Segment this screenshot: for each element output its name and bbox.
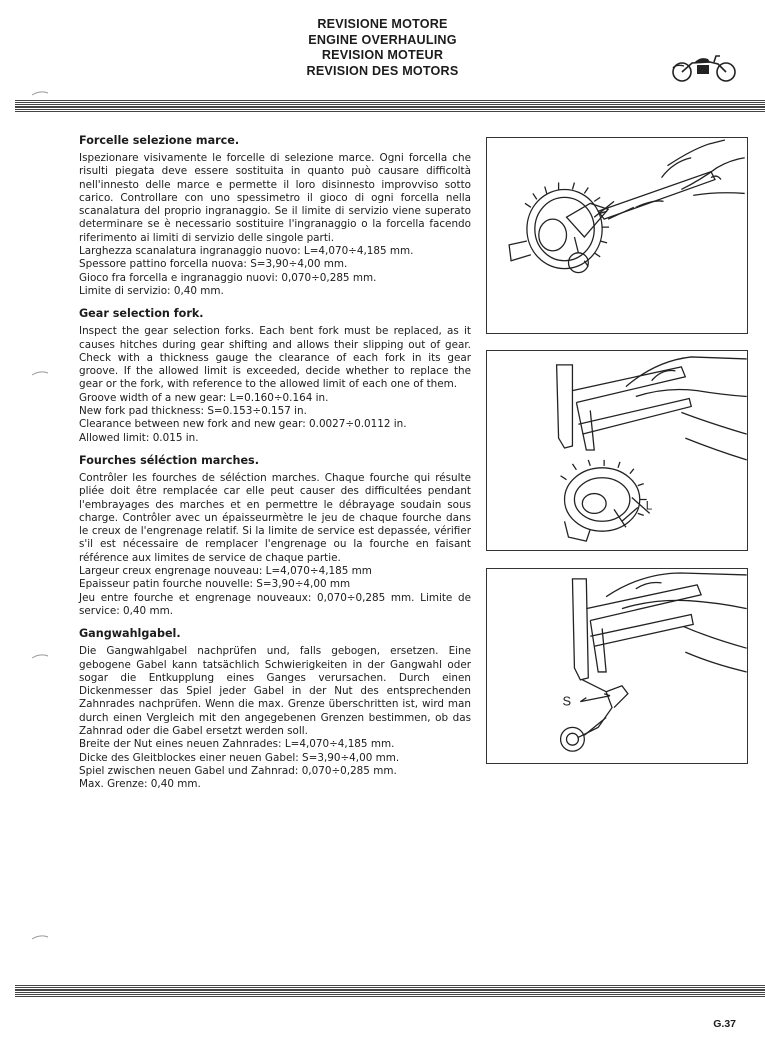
figure-feeler-gauge — [486, 137, 748, 334]
margin-mark — [31, 934, 49, 940]
spec-line: Spiel zwischen neuen Gabel und Zahnrad: 0,070÷0,285 mm. — [79, 764, 397, 777]
section-italian — [79, 134, 471, 298]
section-french — [79, 454, 471, 618]
footer-rule — [15, 985, 765, 997]
title-italian: REVISIONE MOTORE — [317, 17, 448, 31]
spec-line: New fork pad thickness: S=0.153÷0.157 in. — [79, 405, 307, 418]
spec-line: Larghezza scanalatura ingranaggio nuovo: L=4,070÷4,185 mm. — [79, 245, 414, 258]
section-heading: Gangwahlgabel. — [79, 627, 181, 641]
section-heading: Gear selection fork. — [79, 307, 204, 321]
text-column — [79, 134, 471, 791]
section-english — [79, 307, 471, 445]
section-paragraph: Ispezionare visivamente le forcelle di selezione marce. Ogni forcella che risulti piegata deve essere sostituita in quanto può causare difficoltà nell'innesto delle marce e permette il loro disinnesto improvviso sotto carico. Controllare con uno spessimetro il gioco di ogni forcella nella scanalatura del proprio ingranaggio. Se il limite di servizio viene superato determinare se è necessario sostituire l'ingranaggio o la forcella facendo riferimento ai limiti di servizio delle singole parti. — [79, 152, 471, 244]
section-paragraph: Inspect the gear selection forks. Each bent fork must be replaced, as it causes hitches during gear shifting and allows their slipping out of gear. Check with a thickness gauge the clearance of each fork in its gear groove. If the allowed limit is exceeded, decide whether to replace the gear or the fork, with reference to the allowed limit of each one of them. — [79, 325, 471, 391]
figure-caliper-fork — [486, 568, 748, 764]
dimension-label-s: S — [562, 693, 572, 709]
dimension-label-l: L — [645, 498, 653, 513]
motorcycle-icon — [670, 50, 738, 84]
spec-line: Groove width of a new gear: L=0.160÷0.164 in. — [79, 391, 329, 404]
title-english: ENGINE OVERHAULING — [308, 32, 457, 47]
spec-line: Allowed limit: 0.015 in. — [79, 431, 199, 444]
margin-mark — [31, 653, 49, 659]
section-paragraph: Die Gangwahlgabel nachprüfen und, falls gebogen, ersetzen. Eine gebogene Gabel kann tatsächlich Schwierigkeiten in der Gangwahl oder sogar die Entkupplung eines Ganges verursachen. Durch einen Dickenmesser das Spiel jeder Gabel in der Nut des entsprechenden Zahnrades nachprüfen. Wenn die max. Grenze überschritten ist, wird man durch einen Vergleich mit den angegebenen Grenzen bestimmen, ob das Zahnrad oder die Gabel ersetzt werden soll. — [79, 645, 471, 737]
page-number: G.37 — [713, 1018, 736, 1030]
header-rule — [15, 100, 765, 113]
spec-line: Dicke des Gleitblockes einer neuen Gabel: S=3,90÷4,00 mm. — [79, 751, 400, 764]
spec-line: Epaisseur patin fourche nouvelle: S=3,90÷4,00 mm — [79, 578, 351, 591]
spec-line: Largeur creux engrenage nouveau: L=4,070÷4,185 mm — [79, 565, 372, 578]
feeler-gauge-illustration — [487, 138, 747, 333]
spec-line: Spessore pattino forcella nuova: S=3,90÷4,00 mm. — [79, 258, 348, 271]
caliper-groove-illustration — [487, 351, 747, 550]
spec-line: Breite der Nut eines neuen Zahnrades: L=4,070÷4,185 mm. — [79, 738, 395, 751]
spec-line: Max. Grenze: 0,40 mm. — [79, 778, 201, 791]
section-heading: Forcelle selezione marce. — [79, 134, 240, 147]
page-titles — [230, 17, 535, 79]
section-german — [79, 627, 471, 791]
spec-line: Gioco fra forcella e ingranaggio nuovi: 0,070÷0,285 mm. — [79, 271, 377, 284]
spec-line: Clearance between new fork and new gear: 0.0027÷0.0112 in. — [79, 418, 407, 431]
section-heading: Fourches séléction marches. — [79, 453, 259, 467]
spec-line: Limite di servizio: 0,40 mm. — [79, 284, 224, 297]
section-paragraph: Contrôler les fourches de séléction marches. Chaque fourche qui résulte pliée doit être remplacée car elle peut causer des difficultées pendant l'embrayages des marches et en permettre le débrayage soudain sous charge. Contrôler avec un épaisseurmètre le jeu de chaque fourche dans le creux de l'engrenage relatif. Si la limite de service est depassée, vérifier s'il est nécessaire de remplacer l'engrenage ou la fourche en faisant référence aux limites de service de chaque partie. — [79, 471, 471, 564]
caliper-fork-illustration — [487, 569, 747, 763]
title-german: REVISION DES MOTORS — [306, 63, 459, 78]
spec-line: Jeu entre fourche et engrenage nouveaux: 0,070÷0,285 mm. Limite de service: 0,40 mm. — [79, 591, 471, 617]
title-french: REVISION MOTEUR — [321, 48, 444, 62]
margin-mark — [31, 370, 49, 376]
figure-caliper-groove — [486, 350, 748, 551]
margin-mark — [31, 90, 49, 96]
